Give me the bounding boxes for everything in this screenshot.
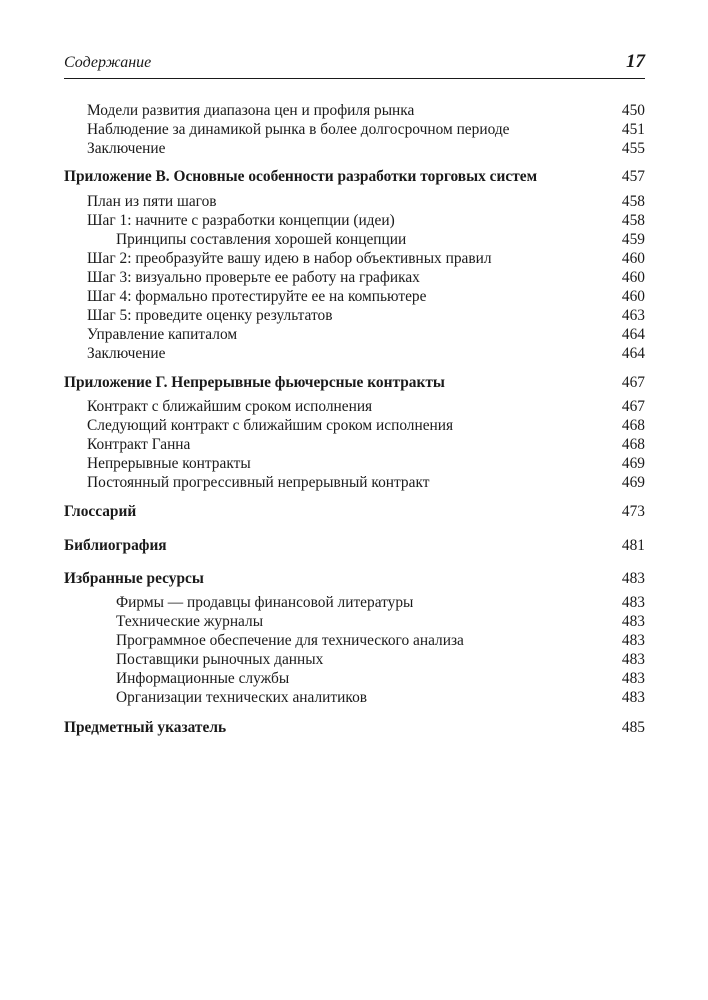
toc-entry-page: 469: [621, 474, 645, 491]
toc-subentry-title: Поставщики рыночных данных: [116, 651, 324, 668]
toc-entry-page: 463: [621, 307, 645, 324]
toc-chapter: [64, 167, 645, 187]
toc-entry-title: Шаг 1: начните с разработки концепции (идеи): [87, 212, 395, 229]
toc-chapter-title: Библиография: [64, 537, 167, 554]
toc-entry-title: Непрерывные контракты: [87, 455, 251, 472]
toc-subentry: [64, 688, 645, 708]
toc-entry-title: Контракт с ближайшим сроком исполнения: [87, 398, 373, 415]
toc-chapter-title: Приложение В. Основные особенности разработки торговых систем: [64, 168, 538, 185]
toc-entry-page: 460: [621, 250, 645, 267]
toc-entry-title: Управление капиталом: [87, 326, 238, 343]
toc-entry: [64, 101, 645, 121]
toc-entry: [64, 211, 645, 231]
toc-entry-title: Модели развития диапазона цен и профиля рынка: [87, 102, 415, 119]
toc-entry-title: Наблюдение за динамикой рынка в более долгосрочном периоде: [87, 121, 510, 138]
toc-subentry: [64, 230, 645, 250]
toc-entry: [64, 344, 645, 364]
toc-entry: [64, 192, 645, 212]
toc-entry-page: 464: [621, 326, 645, 343]
table-of-contents: [64, 0, 645, 1000]
toc-entry-page: 467: [621, 398, 645, 415]
toc-entry-title: План из пяти шагов: [87, 193, 217, 210]
toc-chapter: [64, 718, 645, 738]
toc-entry: [64, 306, 645, 326]
toc-subentry-page: 459: [621, 231, 645, 248]
toc-entry: [64, 454, 645, 474]
toc-chapter-title: Предметный указатель: [64, 719, 227, 736]
toc-entry-title: Шаг 5: проведите оценку результатов: [87, 307, 333, 324]
toc-entry-title: Шаг 3: визуально проверьте ее работу на графиках: [87, 269, 420, 286]
toc-entry-title: Заключение: [87, 140, 166, 157]
toc-entry: [64, 325, 645, 345]
toc-entry-page: 450: [621, 102, 645, 119]
toc-entry-title: Шаг 4: формально протестируйте ее на компьютере: [87, 288, 427, 305]
toc-chapter: [64, 373, 645, 393]
toc-subentry: [64, 669, 645, 689]
toc-entry-page: 468: [621, 417, 645, 434]
toc-entry-page: 468: [621, 436, 645, 453]
toc-chapter: [64, 502, 645, 522]
toc-entry-title: Постоянный прогрессивный непрерывный контракт: [87, 474, 430, 491]
running-header-title: Содержание: [64, 54, 152, 71]
toc-entry: [64, 287, 645, 307]
toc-entry: [64, 435, 645, 455]
toc-chapter-page: 467: [621, 374, 645, 391]
toc-entry-page: 458: [621, 212, 645, 229]
toc-subentry: [64, 650, 645, 670]
page-number: 17: [626, 51, 645, 72]
toc-entry-page: 464: [621, 345, 645, 362]
toc-entry-page: 460: [621, 269, 645, 286]
toc-chapter-title: Глоссарий: [64, 503, 137, 520]
toc-subentry-page: 483: [621, 632, 645, 649]
toc-chapter-page: 473: [621, 503, 645, 520]
toc-entry-title: Следующий контракт с ближайшим сроком исполнения: [87, 417, 454, 434]
toc-chapter-page: 483: [621, 570, 645, 587]
toc-entry-page: 460: [621, 288, 645, 305]
toc-chapter-title: Приложение Г. Непрерывные фьючерсные контракты: [64, 374, 445, 391]
toc-subentry-title: Технические журналы: [116, 613, 264, 630]
toc-entry: [64, 397, 645, 417]
toc-subentry-page: 483: [621, 689, 645, 706]
toc-entry-title: Заключение: [87, 345, 166, 362]
toc-subentry: [64, 612, 645, 632]
toc-entry: [64, 120, 645, 140]
toc-entry-page: 451: [621, 121, 645, 138]
toc-chapter-page: 481: [621, 537, 645, 554]
toc-entry: [64, 268, 645, 288]
toc-entry-title: Контракт Ганна: [87, 436, 191, 453]
toc-entry-page: 455: [621, 140, 645, 157]
toc-entry: [64, 139, 645, 159]
toc-chapter-page: 457: [621, 168, 645, 185]
toc-subentry-title: Информационные службы: [116, 670, 290, 687]
toc-chapter: [64, 569, 645, 589]
toc-subentry: [64, 593, 645, 613]
toc-subentry-title: Программное обеспечение для технического анализа: [116, 632, 464, 649]
toc-chapter-page: 485: [621, 719, 645, 736]
toc-entry-title: Шаг 2: преобразуйте вашу идею в набор объективных правил: [87, 250, 492, 267]
toc-subentry-title: Организации технических аналитиков: [116, 689, 368, 706]
toc-entry: [64, 249, 645, 269]
toc-subentry-title: Фирмы — продавцы финансовой литературы: [116, 594, 414, 611]
toc-chapter-title: Избранные ресурсы: [64, 570, 204, 587]
toc-subentry-page: 483: [621, 613, 645, 630]
toc-subentry-page: 483: [621, 651, 645, 668]
toc-subentry-title: Принципы составления хорошей концепции: [116, 231, 407, 248]
toc-chapter: [64, 536, 645, 556]
toc-entry-page: 458: [621, 193, 645, 210]
toc-entry: [64, 473, 645, 493]
toc-subentry-page: 483: [621, 594, 645, 611]
toc-subentry: [64, 631, 645, 651]
toc-entry: [64, 416, 645, 436]
toc-entry-page: 469: [621, 455, 645, 472]
toc-subentry-page: 483: [621, 670, 645, 687]
